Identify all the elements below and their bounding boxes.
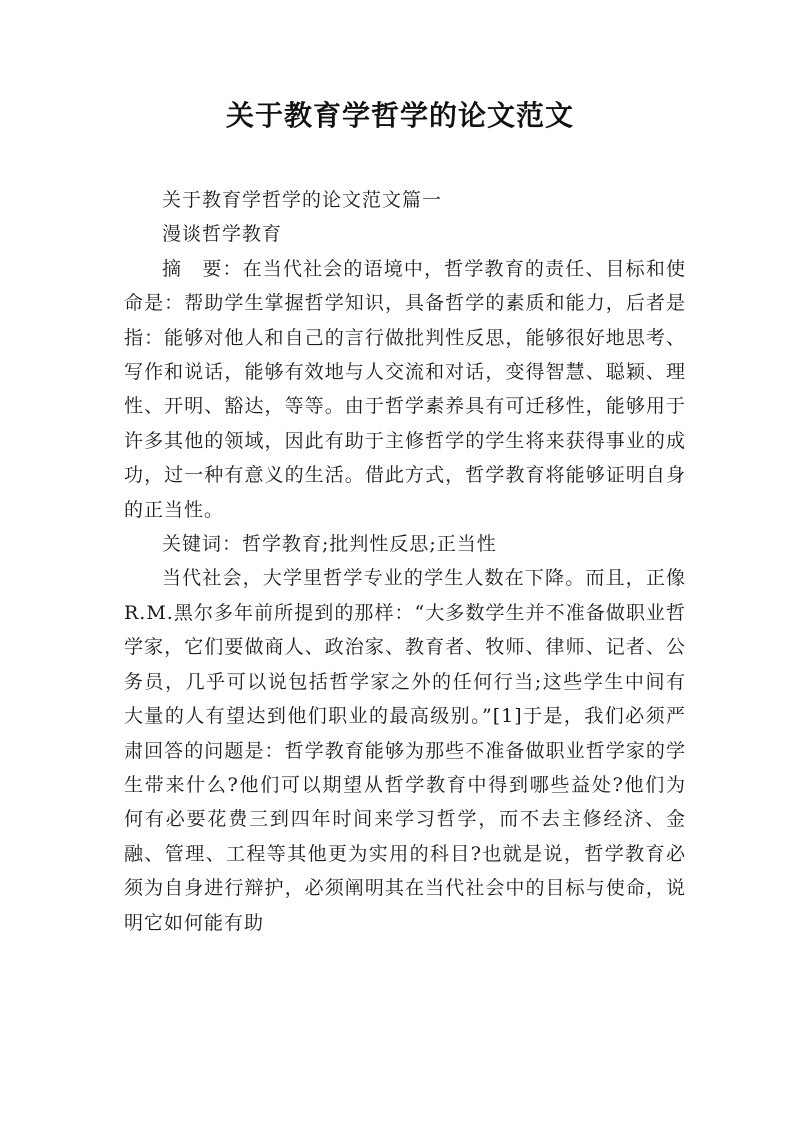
abstract-paragraph: 摘 要：在当代社会的语境中，哲学教育的责任、目标和使命是：帮助学生掌握哲学知识，具备哲学的素质和能力，后者是指：能够对他人和自己的言行做批判性反思，能够很好地思考、写作和说话，能够有效地与人交流和对话，变得智慧、聪颖、理性、开明、豁达，等等。由于哲学素养具有可迁移性，能够用于许多其他的领域，因此有助于主修哲学的学生将来获得事业的成功，过一种有意义的生活。借此方式，哲学教育将能够证明自身的正当性。 [124,257,686,521]
article-title: 漫谈哲学教育 [162,223,283,246]
document-body [124,183,686,940]
document-title: 关于教育学哲学的论文范文 [225,99,574,132]
keywords-paragraph: 关键词：哲学教育;批判性反思;正当性 [162,533,497,556]
section-heading: 关于教育学哲学的论文范文篇一 [162,189,443,211]
body-paragraph: 当代社会，大学里哲学专业的学生人数在下降。而且，正像R.M.黑尔多年前所提到的那样：“大多数学生并不准备做职业哲学家，它们要做商人、政治家、教育者、牧师、律师、记者、公务员，几乎可以说包括哲学家之外的任何行当;这些学生中间有大量的人有望达到他们职业的最高级别。”[1]于是，我们必须严肃回答的问题是：哲学教育能够为那些不准备做职业哲学家的学生带来什么?他们可以期望从哲学教育中得到哪些益处?他们为何有必要花费三到四年时间来学习哲学，而不去主修经济、金融、管理、工程等其他更为实用的科目?也就是说，哲学教育必须为自身进行辩护，必须阐明其在当代社会中的目标与使命，说明它如何能有助 [124,567,686,934]
